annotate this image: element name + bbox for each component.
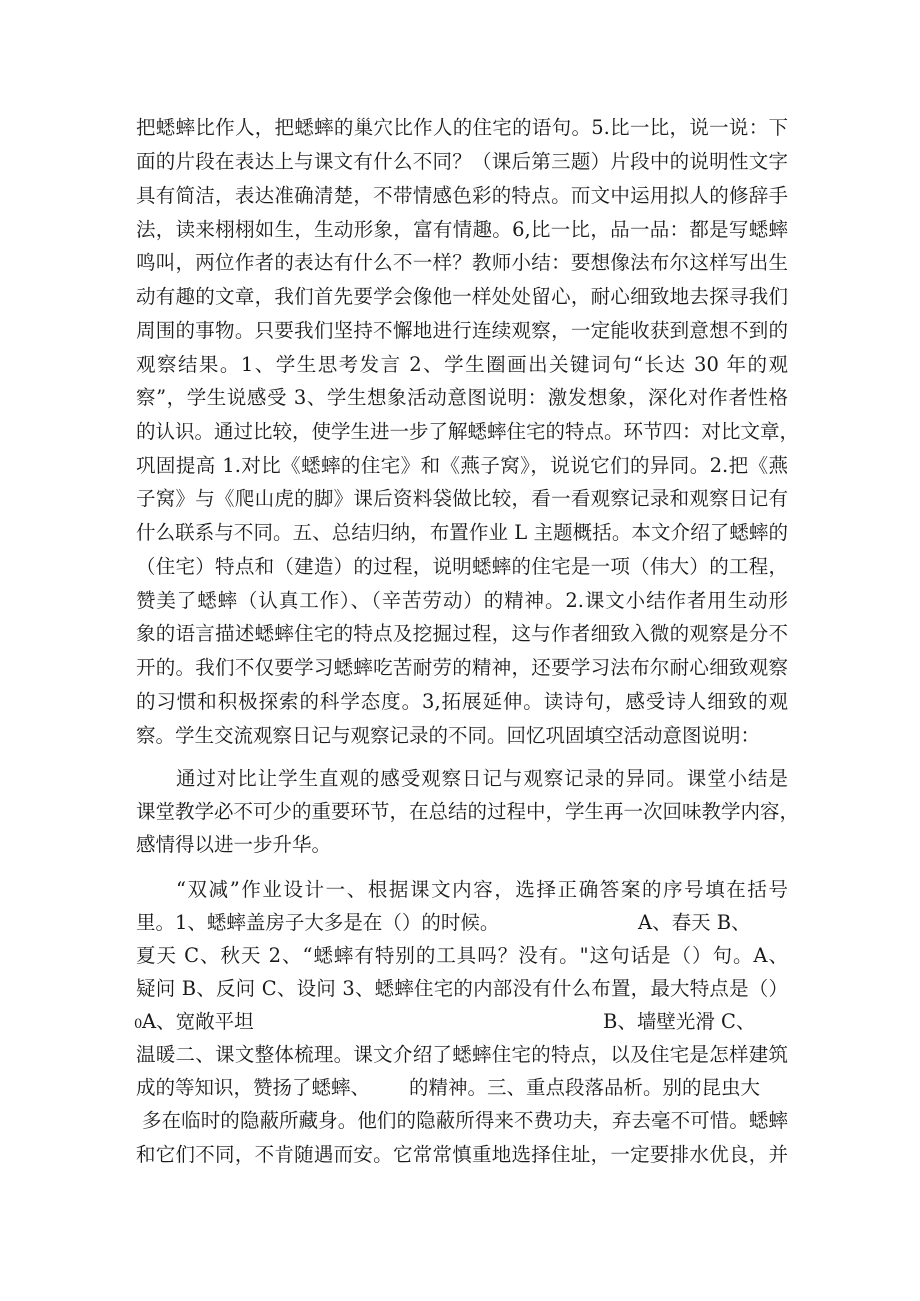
text-line: 赞美了蟋蟀（认真工作）、（辛苦劳动）的精神。2.课文小结作者用生动形 (136, 589, 788, 612)
text-line: 什么联系与不同。五、总结归纳，布置作业 L 主题概括。本文介绍了蟋蟀的 (136, 521, 788, 544)
text-line: 夏天 C、秋天 2、“蟋蟀有特别的工具吗？没有。"这句话是（）句。A、 (136, 944, 788, 967)
text-segment: A、宽敞平坦 (142, 1010, 254, 1033)
text-line: 课堂教学必不可少的重要环节，在总结的过程中，学生再一次回味教学内容， (136, 800, 800, 823)
text-segment: 里。1、蟋蟀盖房子大多是在（）的时候。 (136, 911, 500, 934)
text-line: 周围的事物。只要我们坚持不懈地进行连续观察，一定能收获到意想不到的 (136, 319, 788, 342)
text-line: 动有趣的文章，我们首先要学会像他一样处处留心，耐心细致地去探寻我们 (136, 285, 788, 308)
text-line: 子窝》与《爬山虎的脚》课后资料袋做比较，看一看观察记录和观察日记有 (136, 487, 788, 510)
text-line: 疑问 B、反问 C、设问 3、蟋蟀住宅的内部没有什么布置，最大特点是（） (136, 977, 788, 1000)
text-line: “双减”作业设计一、根据课文内容，选择正确答案的序号填在括号 (176, 878, 788, 901)
text-segment: 成的等知识，赞扬了蟋蟀、 (136, 1076, 371, 1099)
text-line: 鸣叫，两位作者的表达有什么不一样？教师小结：要想像法布尔这样写出生 (136, 251, 788, 274)
text-line: 观察结果。1、学生思考发言 2、学生圈画出关键词句“长达 30 年的观 (136, 353, 788, 376)
text-line: 的认识。通过比较，使学生进一步了解蟋蟀住宅的特点。环节四：对比文章， (136, 420, 800, 443)
text-line: 巩固提高 1.对比《蟋蟀的住宅》和《燕子窝》，说说它们的异同。2.把《燕 (136, 454, 788, 477)
text-line: 温暖二、课文整体梳理。课文介绍了蟋蟀住宅的特点，以及住宅是怎样建筑 (136, 1043, 788, 1066)
text-segment: B、墙壁光滑 C、 (603, 1010, 756, 1033)
text-line: （住宅）特点和（建造）的过程，说明蟋蟀的住宅是一项（伟大）的工程， (136, 555, 788, 578)
text-mark: 0 (134, 1017, 143, 1032)
text-line: 开的。我们不仅要学习蟋蟀吃苦耐劳的精神，还要学习法布尔耐心细致观察 (136, 656, 788, 679)
text-segment: A、春天 B、 (638, 911, 751, 934)
text-line: 感情得以进一步升华。 (136, 833, 332, 856)
text-line: 多在临时的隐蔽所藏身。他们的隐蔽所得来不费功夫，弃去毫不可惜。蟋蟀 (142, 1109, 788, 1132)
text-line: 和它们不同，不肯随遇而安。它常常慎重地选择住址，一定要排水优良，并 (136, 1143, 788, 1166)
text-line: 察。学生交流观察日记与观察记录的不同。回忆巩固填空活动意图说明： (136, 724, 761, 747)
text-line: 面的片段在表达上与课文有什么不同？（课后第三题）片段中的说明性文字 (136, 150, 788, 173)
text-line: 通过对比让学生直观的感受观察日记与观察记录的异同。课堂小结是 (176, 767, 788, 790)
text-line: 察”，学生说感受 3、学生想象活动意图说明：激发想象，深化对作者性格 (136, 386, 788, 409)
text-segment: 的精神。三、重点段落品析。别的昆虫大 (409, 1076, 761, 1099)
text-line: 把蟋蟀比作人，把蟋蟀的巢穴比作人的住宅的语句。5.比一比，说一说：下 (136, 116, 788, 139)
text-line: 具有简洁，表达准确清楚，不带情感色彩的特点。而文中运用拟人的修辞手 (136, 184, 788, 207)
text-line: 的习惯和积极探索的科学态度。3,拓展延伸。读诗句，感受诗人细致的观 (136, 690, 788, 713)
text-line: 法，读来栩栩如生，生动形象，富有情趣。6,比一比，品一品：都是写蟋蟀 (136, 218, 788, 241)
text-line: 象的语言描述蟋蟀住宅的特点及挖掘过程，这与作者细致入微的观察是分不 (136, 622, 788, 645)
